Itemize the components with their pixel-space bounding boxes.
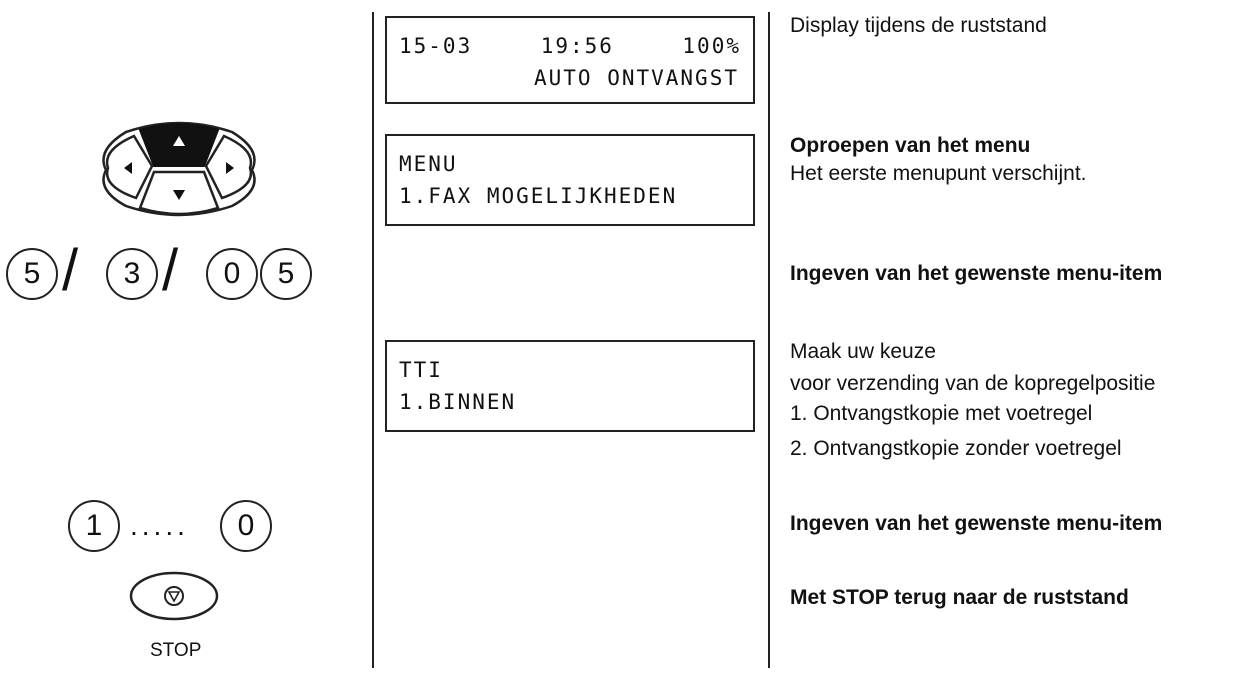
stop-label: STOP [150,640,202,661]
display-time: 19:56 [540,34,614,58]
display-idle-line1 [399,30,741,62]
key-0-range[interactable]: 0 [220,500,272,552]
instruction-enter-item-2: Ingeven van het gewenste menu-item [790,512,1163,535]
instruction-choice: Maak uw keuze [790,340,936,363]
instruction-menu-desc: Het eerste menupunt verschijnt. [790,162,1087,185]
display-tti [385,340,755,432]
key-separator: / [62,238,79,303]
instruction-stop-back: Met STOP terug naar de ruststand [790,586,1129,609]
display-tti-line1: TTI [399,358,443,382]
display-menu [385,134,755,226]
left-column-divider [372,12,374,668]
instruction-menu-title: Oproepen van het menu [790,134,1031,157]
stop-button[interactable] [128,570,220,622]
key-separator: / [162,238,179,303]
right-column-divider [768,12,770,668]
instruction-option-2: 2. Ontvangstkopie zonder voetregel [790,437,1122,460]
instruction-idle: Display tijdens de ruststand [790,14,1047,37]
instruction-option-1: 1. Ontvangstkopie met voetregel [790,402,1093,425]
key-5[interactable]: 5 [6,248,58,300]
key-5-second[interactable]: 5 [260,248,312,300]
key-range-dots: ..... [130,510,189,541]
key-3[interactable]: 3 [106,248,158,300]
navigation-pad-icon [96,120,262,218]
display-idle-line2: AUTO ONTVANGST [533,66,739,90]
display-percent: 100% [682,34,741,58]
display-menu-line1: MENU [399,152,458,176]
key-0[interactable]: 0 [206,248,258,300]
display-date: 15-03 [399,34,473,58]
key-1[interactable]: 1 [68,500,120,552]
display-idle [385,16,755,104]
instruction-enter-item: Ingeven van het gewenste menu-item [790,262,1163,285]
display-menu-line2: 1.FAX MOGELIJKHEDEN [399,184,678,208]
instruction-choice-desc: voor verzending van de kopregelpositie [790,372,1156,395]
display-tti-line2: 1.BINNEN [399,390,517,414]
